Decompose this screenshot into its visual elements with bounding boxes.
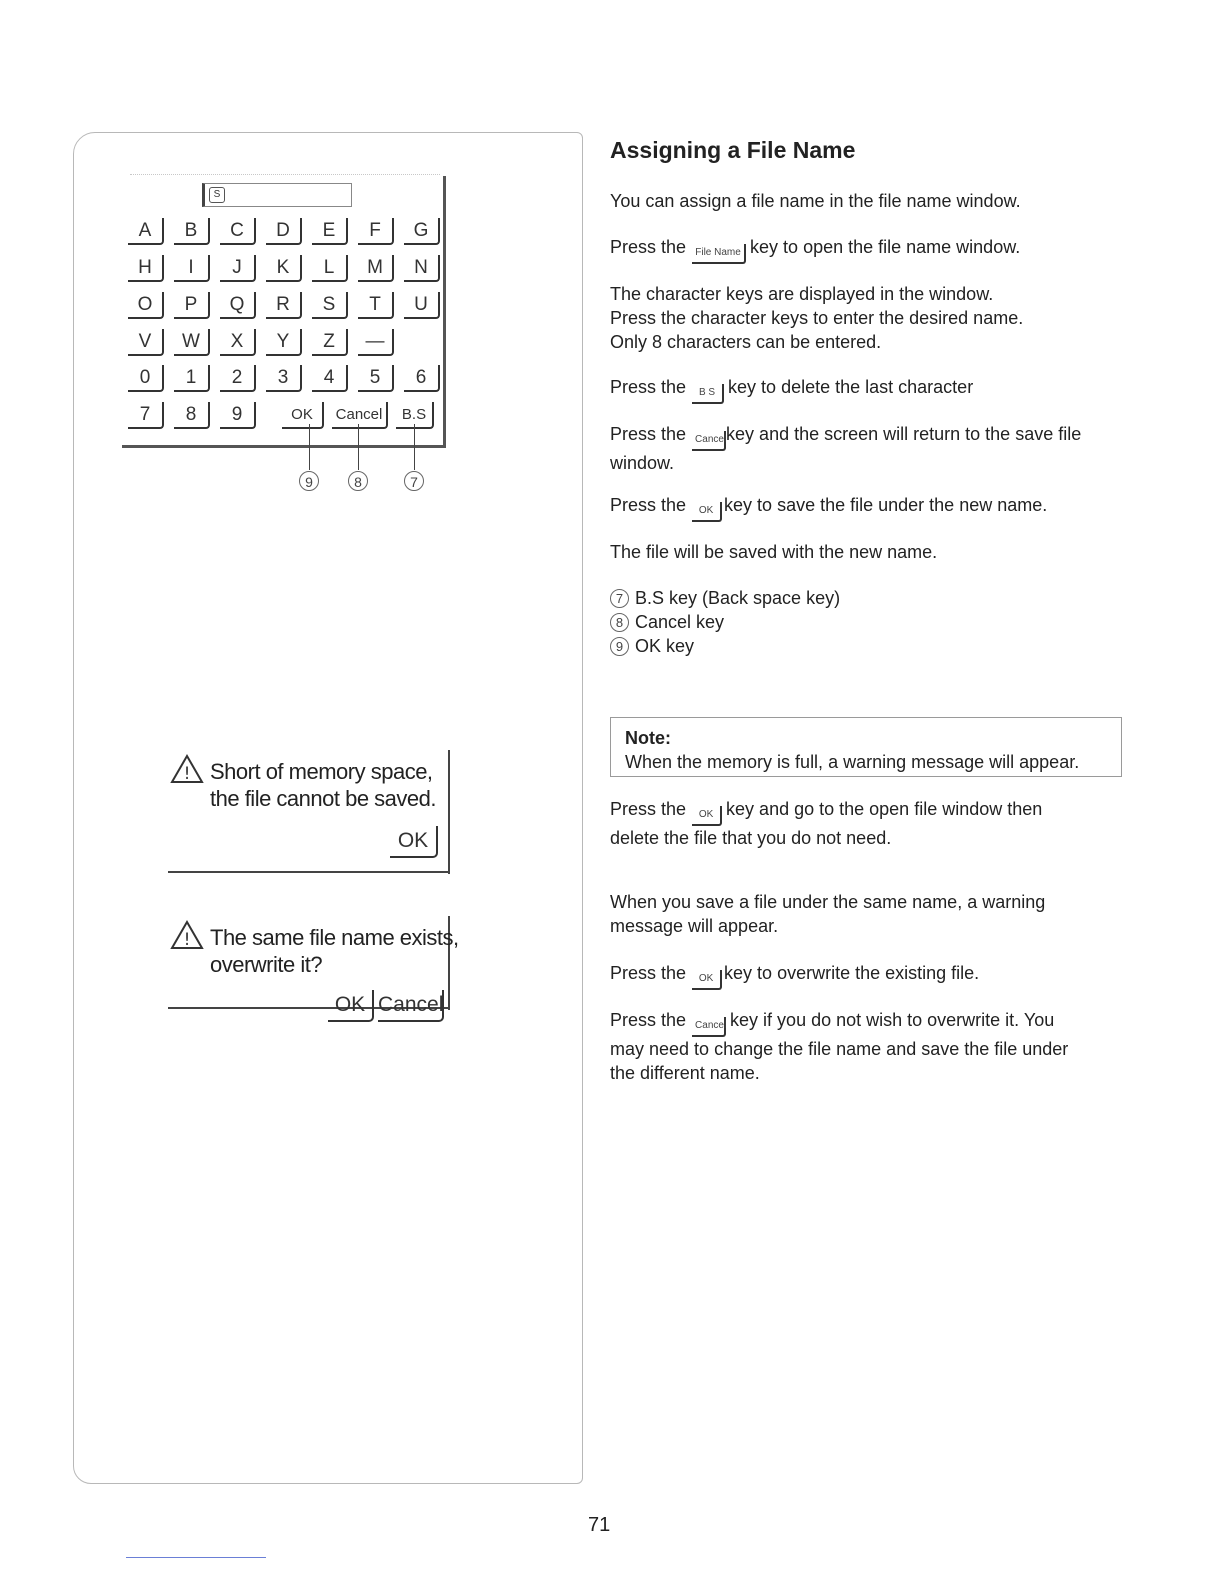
character-key[interactable]: 4 xyxy=(312,365,348,392)
saved-paragraph: The file will be saved with the new name. xyxy=(610,542,938,562)
keyboard-top-border xyxy=(130,174,440,175)
memory-warning-line1: Short of memory space, xyxy=(210,759,433,784)
text-fragment: Press the xyxy=(610,495,687,515)
legend-text: OK key xyxy=(635,636,695,656)
text-fragment: Press the xyxy=(610,237,687,257)
character-key[interactable]: U xyxy=(404,292,440,319)
text-fragment: key to overwrite the existing file. xyxy=(724,963,980,983)
character-key[interactable]: — xyxy=(358,329,394,356)
legend-text: B.S key (Back space key) xyxy=(635,588,841,608)
callout-8: 8 xyxy=(348,471,368,491)
dialog-frame-bottom xyxy=(168,871,450,873)
ok-key-icon: OK xyxy=(692,970,722,990)
character-key[interactable]: 8 xyxy=(174,402,210,429)
character-key[interactable]: O xyxy=(128,292,164,319)
callout-line-cancel xyxy=(358,424,359,470)
text-fragment: key if you do not wish to overwrite it. You xyxy=(730,1010,1055,1030)
warning-icon xyxy=(170,920,204,950)
legend-item-bs xyxy=(610,586,1130,610)
callout-line-bs xyxy=(414,424,415,470)
text-fragment: key to save the file under the new name. xyxy=(724,495,1048,515)
backspace-paragraph xyxy=(610,375,1130,404)
legend-item-cancel xyxy=(610,610,1130,634)
text-line: the different name. xyxy=(610,1063,760,1083)
memory-warning-message xyxy=(210,758,436,812)
overwrite-ok-button[interactable]: OK xyxy=(328,990,374,1022)
text-line: Only 8 characters can be entered. xyxy=(610,332,882,352)
character-key[interactable]: 3 xyxy=(266,365,302,392)
character-key[interactable]: F xyxy=(358,218,394,245)
file-icon: S xyxy=(209,187,225,203)
page-number: 71 xyxy=(588,1514,611,1536)
overwrite-warning-line1: The same file name exists, xyxy=(210,925,459,950)
legend-number: 8 xyxy=(610,613,629,632)
callout-line-ok xyxy=(309,424,310,470)
overwrite-warning-line2: overwrite it? xyxy=(210,952,323,977)
note-title: Note: xyxy=(625,728,671,748)
character-key[interactable]: I xyxy=(174,255,210,282)
character-key[interactable]: A xyxy=(128,218,164,245)
character-key[interactable]: Z xyxy=(312,329,348,356)
text-fragment: Press the xyxy=(610,963,687,983)
memory-warning-dialog xyxy=(168,750,450,874)
warning-icon xyxy=(170,754,204,784)
file-name-field[interactable] xyxy=(202,183,352,207)
cancel-key[interactable]: Cancel xyxy=(332,402,388,429)
text-fragment: key and go to the open file window then xyxy=(726,799,1043,819)
text-fragment: key and the screen will return to the save file xyxy=(726,424,1082,444)
same-name-paragraph xyxy=(610,890,1130,938)
svg-text:!: ! xyxy=(183,930,191,950)
text-line: window. xyxy=(610,453,675,473)
character-key[interactable]: J xyxy=(220,255,256,282)
text-line: When you save a file under the same name, a warning xyxy=(610,892,1046,912)
text-line: message will appear. xyxy=(610,916,779,936)
character-key[interactable]: B xyxy=(174,218,210,245)
text-fragment: Press the xyxy=(610,799,687,819)
legend-number: 9 xyxy=(610,637,629,656)
cancel-paragraph xyxy=(610,422,1130,475)
character-key[interactable]: E xyxy=(312,218,348,245)
memory-warning-line2: the file cannot be saved. xyxy=(210,786,436,811)
character-key[interactable]: T xyxy=(358,292,394,319)
character-key[interactable]: Q xyxy=(220,292,256,319)
character-key[interactable]: S xyxy=(312,292,348,319)
callout-7: 7 xyxy=(404,471,424,491)
legend-number: 7 xyxy=(610,589,629,608)
intro-paragraph: You can assign a file name in the file name window. xyxy=(610,191,1021,211)
text-fragment: Press the xyxy=(610,1010,687,1030)
character-key[interactable]: 5 xyxy=(358,365,394,392)
file-name-keyboard xyxy=(122,172,448,450)
section-title: Assigning a File Name xyxy=(610,137,856,163)
overwrite-paragraph xyxy=(610,961,1130,990)
legend-item-ok xyxy=(610,634,1130,658)
legend-text: Cancel key xyxy=(635,612,725,632)
character-key[interactable]: L xyxy=(312,255,348,282)
character-key[interactable]: 6 xyxy=(404,365,440,392)
ok-key-icon: OK xyxy=(692,806,722,826)
text-line: may need to change the file name and save the file under xyxy=(610,1039,1069,1059)
character-key[interactable]: R xyxy=(266,292,302,319)
dialog-frame-right xyxy=(448,750,450,874)
text-line: delete the file that you do not need. xyxy=(610,828,892,848)
file-name-key-icon: File Name xyxy=(692,244,746,264)
character-key[interactable]: C xyxy=(220,218,256,245)
character-key[interactable]: X xyxy=(220,329,256,356)
text-line: The character keys are displayed in the window. xyxy=(610,284,994,304)
character-key[interactable]: V xyxy=(128,329,164,356)
character-keys-paragraph xyxy=(610,282,1130,354)
character-key[interactable]: D xyxy=(266,218,302,245)
text-fragment: key to delete the last character xyxy=(728,377,974,397)
character-key[interactable]: 1 xyxy=(174,365,210,392)
bs-key-icon: B S xyxy=(692,384,724,404)
character-key[interactable]: H xyxy=(128,255,164,282)
memory-ok-button[interactable]: OK xyxy=(390,826,438,858)
svg-text:!: ! xyxy=(183,764,191,784)
character-key[interactable]: 0 xyxy=(128,365,164,392)
no-overwrite-paragraph xyxy=(610,1008,1130,1085)
character-key[interactable]: 7 xyxy=(128,402,164,429)
overwrite-cancel-button[interactable]: Cancel xyxy=(378,990,444,1022)
open-window-paragraph xyxy=(610,235,1130,264)
overwrite-warning-dialog xyxy=(168,916,459,1016)
note-box xyxy=(610,717,1122,777)
character-key[interactable]: 2 xyxy=(220,365,256,392)
ok-save-paragraph xyxy=(610,493,1130,522)
character-key[interactable]: P xyxy=(174,292,210,319)
character-key[interactable]: K xyxy=(266,255,302,282)
memory-full-paragraph xyxy=(610,797,1130,850)
text-fragment: Press the xyxy=(610,424,687,444)
text-line: Press the character keys to enter the desired name. xyxy=(610,308,1024,328)
character-key[interactable]: G xyxy=(404,218,440,245)
keyboard-frame-bottom xyxy=(122,445,446,448)
character-key[interactable]: Y xyxy=(266,329,302,356)
keyboard-frame-right xyxy=(443,176,446,446)
ok-key-icon: OK xyxy=(692,502,722,522)
key-legend xyxy=(610,586,1130,658)
callout-9: 9 xyxy=(299,471,319,491)
ok-key[interactable]: OK xyxy=(282,402,324,429)
overwrite-warning-message xyxy=(210,924,459,978)
footer-rule xyxy=(126,1557,266,1558)
note-text: When the memory is full, a warning message will appear. xyxy=(625,752,1080,772)
character-key[interactable]: N xyxy=(404,255,440,282)
cancel-key-icon: Cancel xyxy=(692,1017,726,1037)
text-fragment: key to open the file name window. xyxy=(750,237,1021,257)
text-fragment: Press the xyxy=(610,377,687,397)
character-key[interactable]: M xyxy=(358,255,394,282)
character-key[interactable]: W xyxy=(174,329,210,356)
bs-key[interactable]: B.S xyxy=(396,402,434,429)
cancel-key-icon: Cancel xyxy=(692,431,726,451)
character-key[interactable]: 9 xyxy=(220,402,256,429)
